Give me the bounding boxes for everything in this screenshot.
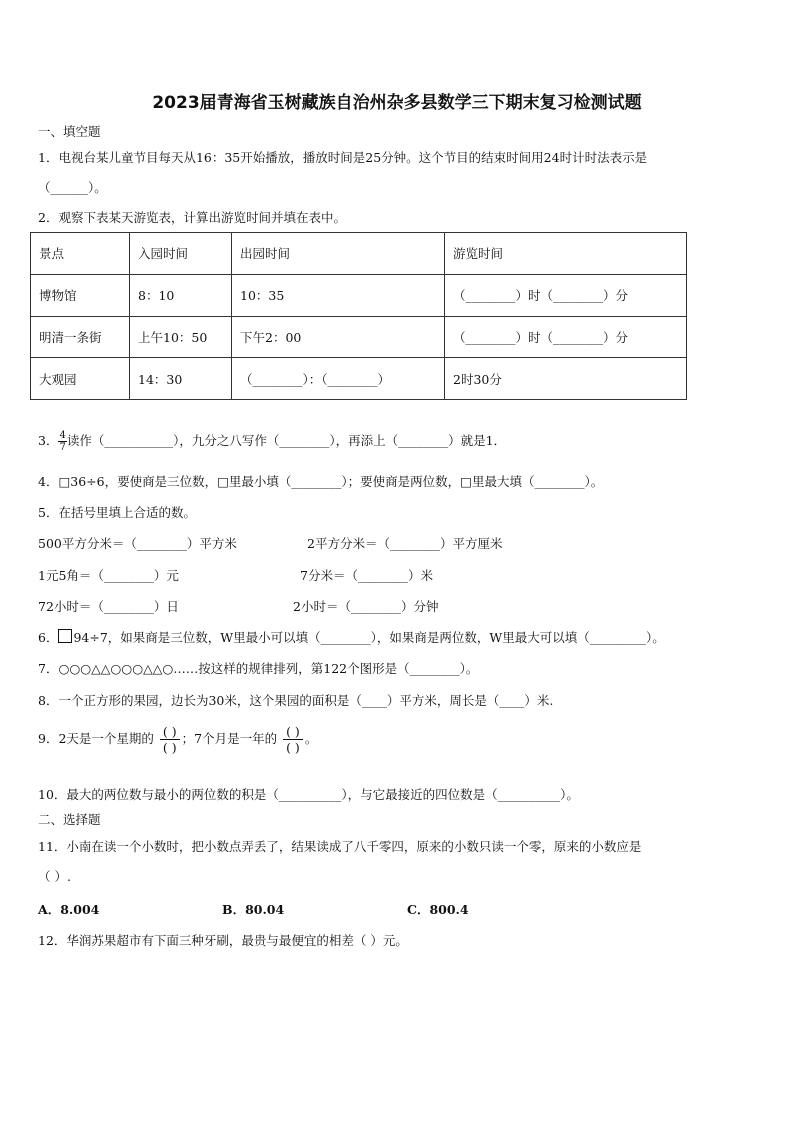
question-8-text: 8．一个正方形的果园，边长为30米，这个果园的面积是（____）平方米，周长是（____）米.: [38, 693, 554, 708]
question-1-line1: 1．电视台某儿童节目每天从16：35开始播放，播放时间是25分钟。这个节目的结束时间用24时计时法表示是: [38, 150, 648, 165]
fraction-denominator-blank: ( ): [286, 740, 300, 755]
question-5-text: 5．在括号里填上合适的数。: [38, 505, 196, 520]
blank-fraction: [283, 724, 303, 755]
table-header-row: [31, 233, 687, 275]
tour-table: [30, 232, 687, 400]
table-cell: 上午10：50: [130, 316, 232, 358]
table-row: [31, 274, 687, 316]
blank-fraction: [160, 724, 180, 755]
table-cell: （________）时（________）分: [445, 274, 687, 316]
table-cell: 14：30: [130, 358, 232, 400]
fraction-numerator-blank: ( ): [283, 724, 303, 740]
question-6-text: 94÷7，如果商是三位数，W里最小可以填（________），如果商是两位数，W里最大可以填（_________）。: [73, 630, 665, 645]
table-header-cell: 景点: [31, 233, 130, 275]
table-cell: 大观园: [31, 358, 130, 400]
question-5a: 500平方分米＝（________）平方米: [38, 536, 237, 551]
table-header-cell: 入园时间: [130, 233, 232, 275]
question-3: [38, 430, 506, 453]
question-10-text: 10．最大的两位数与最小的两位数的积是（__________），与它最接近的四位数是（__________）。: [38, 787, 579, 802]
option-c: C．800.4: [407, 902, 469, 917]
page-title: 2023届青海省玉树藏族自治州杂多县数学三下期末复习检测试题: [152, 93, 642, 113]
table-cell: 2时30分: [445, 358, 687, 400]
question-9-part1: 9．2天是一个星期的: [38, 731, 154, 746]
table-cell: 10：35: [232, 274, 445, 316]
fraction-denominator-blank: ( ): [162, 740, 177, 755]
fraction-numerator: 4: [59, 430, 66, 441]
empty-box-icon: [58, 629, 72, 643]
question-6-number: 6．: [38, 630, 59, 645]
option-a: A．8.004: [38, 902, 100, 917]
table-cell: 下午2：00: [232, 316, 445, 358]
section-heading-choice: 二、选择题: [38, 812, 101, 827]
section-heading-fill-blank: 一、填空题: [38, 124, 101, 139]
question-11-line1: 11．小南在读一个小数时，把小数点弄丢了，结果读成了八千零四，原来的小数只读一个零，原来的小数应是: [38, 839, 642, 854]
question-5b: 2平方分米＝（________）平方厘米: [307, 536, 503, 551]
question-5e: 72小时＝（________）日: [38, 599, 179, 614]
table-header-cell: 出园时间: [232, 233, 445, 275]
table-cell: 8：10: [130, 274, 232, 316]
question-4-text: 4．□36÷6，要使商是三位数，□里最小填（________）；要使商是两位数，□里最大填（________）。: [38, 474, 604, 489]
table-row: [31, 316, 687, 358]
table-cell: （________）：（________）: [232, 358, 445, 400]
table-row: [31, 358, 687, 400]
question-1-line2: （______）。: [38, 180, 107, 195]
table-cell: 博物馆: [31, 274, 130, 316]
fraction-four-sevenths: [58, 430, 66, 453]
fraction-denominator: 7: [59, 442, 66, 453]
table-cell: 明清一条街: [31, 316, 130, 358]
question-3-text: 读作（___________），九分之八写作（________），再添上（________）就是1．: [66, 433, 507, 448]
question-9-part3: 。: [304, 731, 318, 746]
question-9: [38, 724, 317, 755]
question-9-part2: ；7个月是一年的: [181, 731, 278, 746]
question-12-text: 12．华润苏果超市有下面三种牙刷，最贵与最便宜的相差（ ）元。: [38, 933, 408, 948]
table-header-cell: 游览时间: [445, 233, 687, 275]
question-6: [38, 628, 665, 646]
question-2-text: 2．观察下表某天游览表，计算出游览时间并填在表中。: [38, 210, 346, 225]
question-11-line2: （ ）.: [38, 869, 71, 884]
fraction-numerator-blank: ( ): [160, 724, 180, 740]
option-b: B．80.04: [222, 902, 285, 917]
question-5f: 2小时＝（________）分钟: [293, 599, 439, 614]
question-7-text: 7．○○○△△○○○△△○……按这样的规律排列，第122个图形是（________）。: [38, 661, 479, 676]
question-5d: 7分米＝（________）米: [300, 568, 433, 583]
question-3-number: 3．: [38, 433, 59, 448]
table-cell: （________）时（________）分: [445, 316, 687, 358]
question-5c: 1元5角＝（________）元: [38, 568, 179, 583]
